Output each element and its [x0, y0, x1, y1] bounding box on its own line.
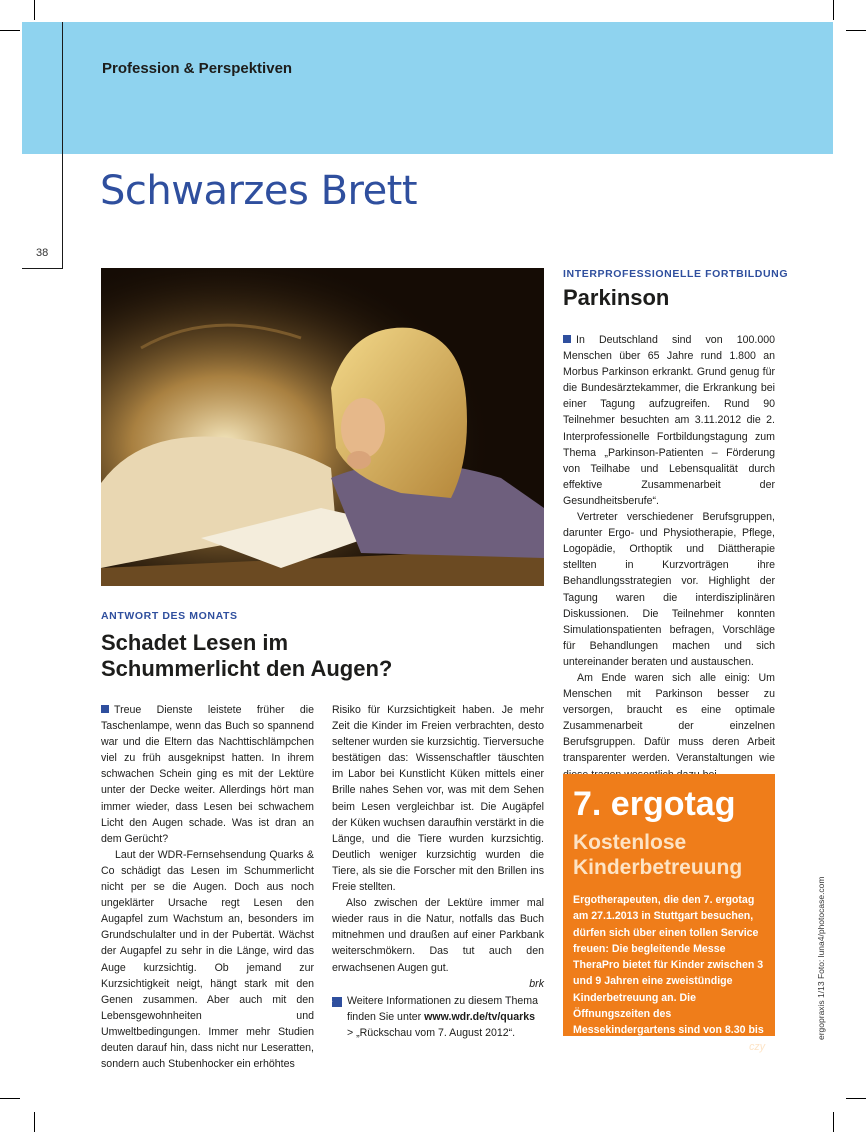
page-number-rule [22, 268, 63, 269]
crop-mark [0, 1098, 20, 1099]
headline-line: Schadet Lesen im [101, 630, 289, 655]
ergotag-box [563, 774, 775, 1053]
ergotag-text: Ergotherapeuten, die den 7. ergotag am 27.1.2013 in Stuttgart besuchen, dürfen sich über einen tollen Service freuen: Die begleitende Messe TheraPro bietet für Kinder zwischen 3 und 9 Jahren eine zweistündige Kinderbetreuung an. Die Öffnungszeiten des Messekindergartens sind von 8.30 bis 16.00 Uhr. [573, 894, 764, 1053]
article-column-2 [332, 702, 544, 992]
page-title: Schwarzes Brett [100, 168, 418, 214]
photo-girl-reading-icon [101, 268, 544, 586]
wdr-link[interactable]: www.wdr.de/tv/quarks [424, 1011, 536, 1024]
ergotag-title: 7. ergotag [573, 785, 736, 823]
link-suffix: > „Rückschau vom 7. August 2012“. [347, 1027, 516, 1040]
crop-mark [0, 30, 20, 31]
author-signature: brk [529, 977, 544, 990]
section-label: Profession & Perspektiven [102, 60, 293, 77]
article-column-3 [563, 332, 775, 799]
ergotag-body [573, 892, 765, 1055]
page-number: 38 [36, 247, 49, 259]
more-info-note [326, 993, 544, 1041]
article-headline [101, 630, 541, 682]
article-column-1 [101, 702, 314, 1072]
paragraph: In Deutschland sind von 100.000 Menschen über 65 Jahre rund 1.800 an Morbus Parkinson erkrankt. Grund genug für die Bundesärztekammer, die Erkrankung bei einer Tagung aufzugreifen. Rund 90 Teilnehmer besuchten am 3.11.2012 die 2. Interprofessionelle Fortbildungstagung zum Thema „Parkinson-Patienten – Förderung von Teilhabe und Lebensqualität durch effektive Zusammenarbeit der Gesundheitsberufe“. [563, 334, 775, 507]
side-credit: ergopraxis 1/13 Foto: luna4/photocase.com [816, 876, 826, 1040]
subtitle-line: Kinderbetreuung [573, 856, 743, 879]
square-bullet-icon [563, 335, 571, 343]
headline-line: Schummerlicht den Augen? [101, 656, 393, 681]
article-headline: Parkinson [563, 285, 670, 310]
paragraph: Vertreter verschiedener Berufsgruppen, darunter Ergo- und Physiotherapie, Pflege, Logopädie, Orthoptik und Diättherapie stellten in Kurzvorträgen ihre Behandlungsstrategien vor. Highlight der Tagung waren die interdisziplinären Diskussionen. Die Teilnehmer konnten Simulationspatienten befragen, Vorschläge für Behandlungen machen und sich untereinander beraten und austauschen. [563, 511, 775, 668]
arrow-right-icon: ➔ [332, 997, 342, 1007]
subtitle-line: Kostenlose [573, 831, 687, 854]
header-band [22, 22, 833, 154]
author-signature: czy [749, 1040, 765, 1053]
square-bullet-icon [101, 705, 109, 713]
crop-mark [846, 30, 866, 31]
paragraph: Treue Dienste leistete früher die Taschenlampe, wenn das Buch so spannend war und die Eltern das Nachttischlämpchen viel zu früh ausgeknipst hatten. In ihrem schwachen Schein ging es mit der Lektüre unter der Decke weiter. Allerdings hört man immer wieder, dass Lesen bei schwachem Licht den Augen schade. Was ist dran an dem Gerücht? [101, 704, 314, 845]
link-intro: Weitere Informationen zu diesem Thema finden Sie unter [347, 995, 538, 1024]
article-kicker: ANTWORT DES MONATS [101, 610, 238, 622]
crop-mark [833, 0, 834, 20]
article-kicker: INTERPROFESSIONELLE FORTBILDUNG [563, 268, 789, 280]
paragraph: Laut der WDR-Fernsehsendung Quarks & Co schädigt das Lesen im Schummerlicht nicht per se die Augen. Doch aus noch ungeklärter Ursache regt Lesen den Augapfel zum Wachstum an, besonders im Grundschulalter und in der Pubertät. Wächst der Augapfel zu sehr in die Länge, wird das Auge kurzsichtig. Ob jemand zur Kurzsichtigkeit neigt, hängt stark mit den Genen zusammen. Aber auch mit den Lebensgewohnheiten und Umweltbedingungen. Immer mehr Studien deuten darauf hin, dass nicht nur Leseratten, sondern auch Stubenhocker ein erhöhtes [101, 848, 314, 1071]
ergotag-subtitle [573, 830, 765, 880]
paragraph: Also zwischen der Lektüre immer mal wieder raus in die Natur, notfalls das Buch mitnehmen und draußen auf einer Parkbank weiterschmökern. Das tut auch den erwachsenen Augen gut. [332, 897, 544, 974]
margin-rule [62, 22, 63, 268]
crop-mark [846, 1098, 866, 1099]
paragraph: Am Ende waren sich alle einig: Um Menschen mit Parkinson besser zu versorgen, braucht es eine optimale Zusammenarbeit der einzelnen Berufsgruppen. Dafür muss deren Arbeit transparenter werden. Veranstaltungen wie [563, 671, 775, 765]
crop-mark [34, 0, 35, 20]
article-photo [101, 268, 544, 586]
crop-mark [34, 1112, 35, 1132]
crop-mark [833, 1112, 834, 1132]
paragraph: Risiko für Kurzsichtigkeit haben. Je mehr Zeit die Kinder im Freien verbrachten, desto seltener wurden sie kurzsichtig. Tierversuche bestätigen das: Wissenschaftler täuschten im Labor bei Kunstlicht Küken mittels einer Brille nahes Sehen vor, was mit dem Sehen beim Lesen vergleichbar ist. Die Augäpfel der Küken wuchsen daraufhin verstärkt in die Länge, und die Tiere wurden kurzsichtig. Deutlich weniger kurzsichtig wurden die Tiere, als sie die Forscher mit den Brillen ins Freie stellten. [332, 704, 544, 894]
